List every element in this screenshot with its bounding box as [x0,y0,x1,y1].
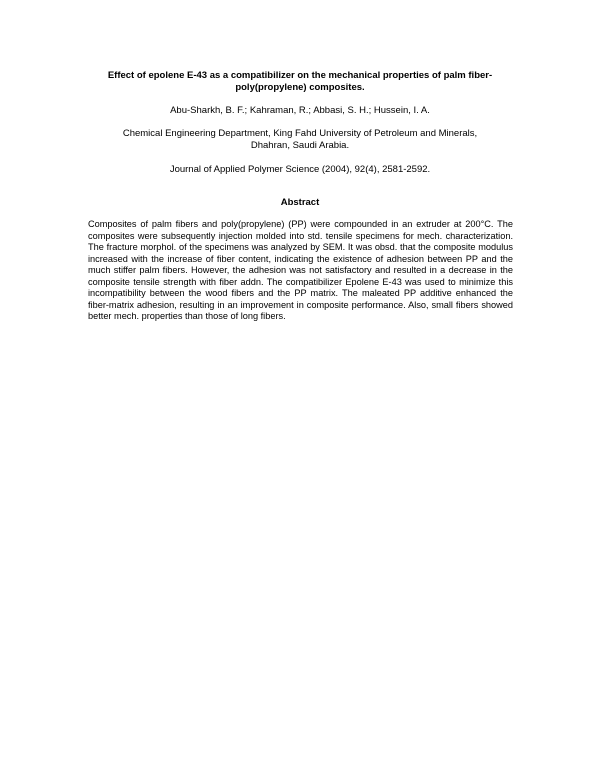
paper-affiliation: Chemical Engineering Department, King Fahd University of Petroleum and Minerals, Dhahran, Saudi Arabia. [122,128,478,151]
abstract-body: Composites of palm fibers and poly(propylene) (PP) were compounded in an extruder at 200°C. The composites were subsequently injection molded into std. tensile specimens for mech. characterization. The fracture morphol. of the specimens was analyzed by SEM. It was obsd. that the composite modulus increased with the increase of fiber content, indicating the existence of adhesion between PP and the much stiffer palm fibers. However, the adhesion was not satisfactory and resulted in a decrease in the composite tensile strength with fiber addn. The compatibilizer Epolene E-43 was used to minimize this incompatibility between the wood fibers and the PP matrix. The maleated PP additive enhanced the fiber-matrix adhesion, resulting in an improvement in composite performance. Also, small fibers showed better mech. properties than those of long fibers. [88,219,513,321]
paper-authors: Abu-Sharkh, B. F.; Kahraman, R.; Abbasi, S. H.; Hussein, I. A. [170,105,430,116]
abstract-heading: Abstract [280,197,320,208]
paper-title: Effect of epolene E-43 as a compatibilizer on the mechanical properties of palm fiber-poly(propylene) composites. [107,70,493,93]
journal-citation: Journal of Applied Polymer Science (2004), 92(4), 2581-2592. [169,164,431,175]
